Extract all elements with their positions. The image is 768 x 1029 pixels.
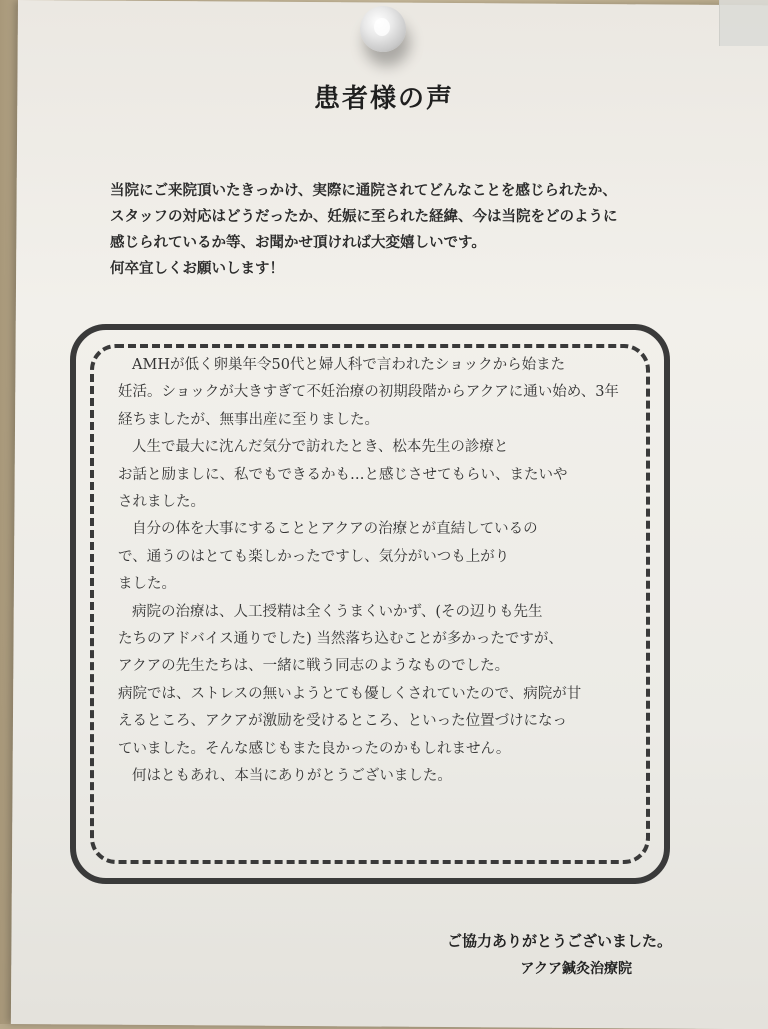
testimonial-line: 病院の治療は、人工授精は全くうまくいかず、(その辺りも先生	[132, 603, 543, 620]
testimonial-line: たちのアドバイス通りでした) 当然落ち込むことが多かったですが、	[118, 631, 563, 648]
testimonial-line: ました。	[118, 576, 176, 593]
testimonial-line: 経ちましたが、無事出産に至りました。	[118, 411, 379, 428]
testimonial-line: アクアの先生たちは、一緒に戦う同志のようなものでした。	[118, 658, 510, 675]
testimonial-line: 人生で最大に沈んだ気分で訪れたとき、松本先生の診療と	[132, 439, 509, 456]
page-title: 患者様の声	[313, 84, 454, 114]
testimonial-line: AMHが低く卵巣年令50代と婦人科で言われたショックから始また	[132, 357, 566, 373]
testimonial-line: えるところ、アクアが激励を受けるところ、といった位置づけになっ	[118, 713, 568, 730]
push-pin-icon	[360, 6, 406, 52]
testimonial-line: 病院では、ストレスの無いようとても優しくされていたので、病院が甘	[118, 685, 582, 702]
tape-piece	[719, 0, 768, 46]
intro-text	[110, 178, 650, 282]
intro-line: 何卒宜しくお願いします！	[110, 261, 284, 277]
intro-line: スタッフの対応はどうだったか、妊娠に至られた経緯、今は当院をどのように	[110, 209, 618, 225]
testimonial-line: されました。	[118, 494, 205, 511]
testimonial-line: ていました。そんな感じもまた良かったのかもしれません。	[118, 740, 511, 757]
handwritten-testimonial	[118, 352, 658, 791]
testimonial-line: 妊活。ショックが大きすぎて不妊治療の初期段階からアクアに通い始め、3年	[118, 384, 619, 401]
testimonial-line: お話と励ましに、私でもできるかも…と感じさせてもらい、またいや	[118, 466, 568, 483]
testimonial-line: で、通うのはとても楽しかったですし、気分がいつも上がり	[118, 548, 510, 565]
testimonial-line: 自分の体を大事にすることとアクアの治療とが直結しているの	[132, 521, 538, 538]
testimonial-line: 何はともあれ、本当にありがとうございました。	[132, 768, 452, 785]
clinic-name: アクア鍼灸治療院	[520, 961, 632, 977]
intro-line: 当院にご来院頂いたきっかけ、実際に通院されてどんなことを感じられたか、	[110, 183, 617, 199]
thanks-message: ご協力ありがとうございました。	[446, 932, 672, 950]
intro-line: 感じられているか等、お聞かせ頂ければ大変嬉しいです。	[110, 235, 486, 251]
